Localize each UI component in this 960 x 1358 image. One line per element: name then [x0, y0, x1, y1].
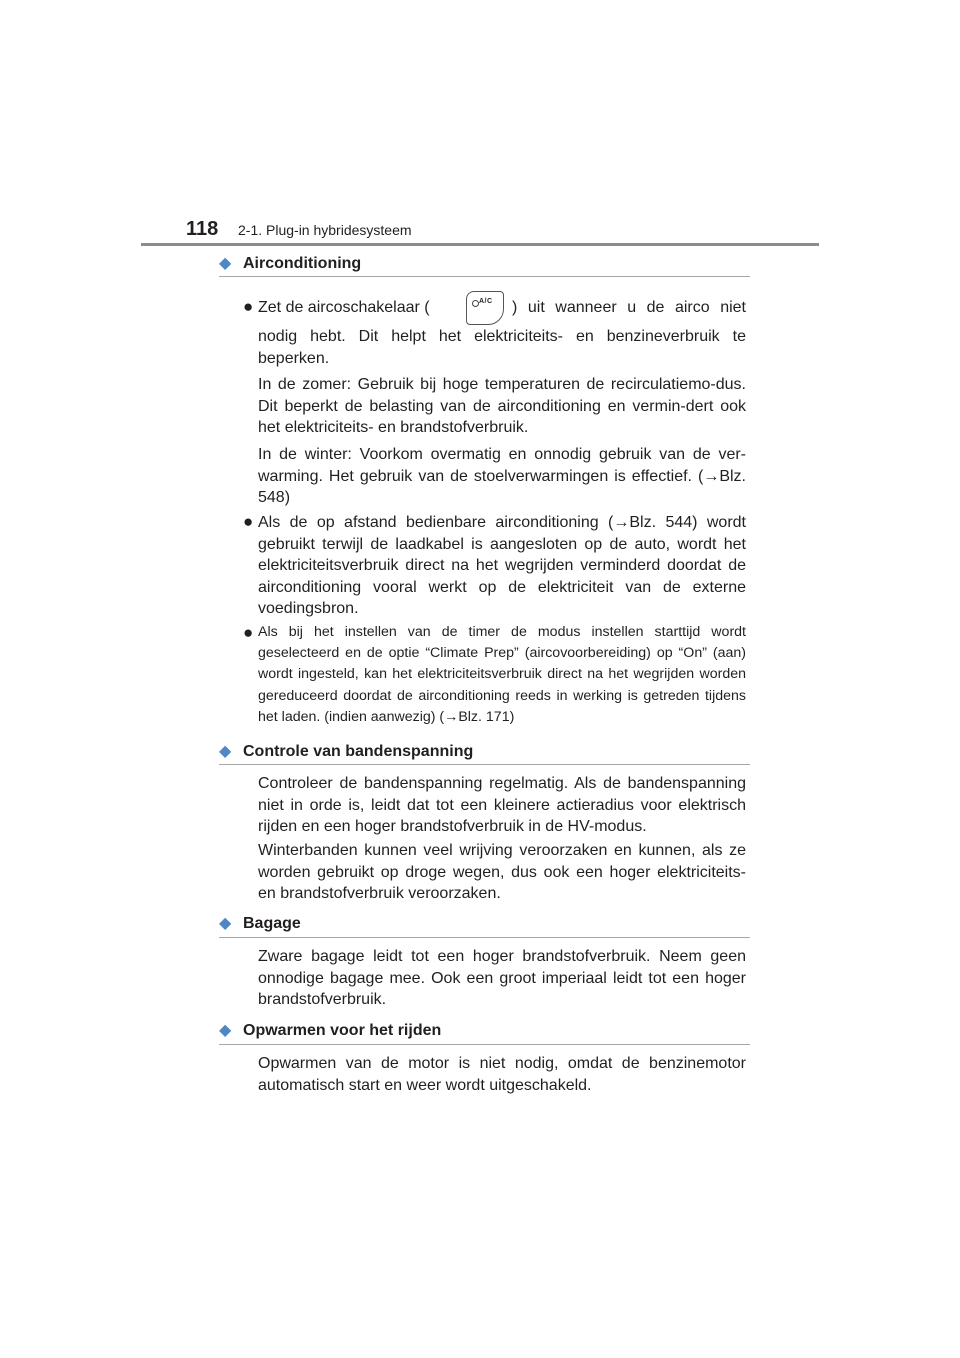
airco-bullet1-line1-end: ) uit wanneer u de airco niet [512, 299, 746, 316]
airco-bullet1-text: nodig hebt. Dit helpt het elektriciteits- en benzineverbruik te beperken. [258, 328, 746, 367]
bullet-icon: ● [243, 623, 254, 642]
chapter-title: 2-1. Plug-in hybridesysteem [238, 222, 412, 238]
page-number: 118 [186, 218, 219, 240]
airco-bullet2-text: Als de op afstand bedienbare airconditioning (→Blz. 544) wordt gebruikt terwijl de laadkabel is aangesloten op de auto, wordt het elektriciteitsverbruik direct na het wegrijden verminderd doordat de airconditioning vooral werkt op de elektriciteit van de externe voedingsbron. [258, 514, 746, 617]
section-divider [219, 1044, 750, 1045]
ac-switch-icon: A/C [466, 291, 504, 325]
bullet-icon: ● [243, 512, 254, 531]
bullet-icon: ● [243, 297, 254, 316]
airco-winter-text: In de winter: Voorkom overmatig en onnodig gebruik van de ver-warming. Het gebruik van de stoelverwarmingen is effectief. (→Blz. 548) [258, 446, 746, 506]
section-title-airconditioning: ◆ Airconditioning [219, 255, 362, 272]
airco-summer-text: In de zomer: Gebruik bij hoge temperaturen de recirculatiemo-dus. Dit beperkt de belasting van de airconditioning en vermin-dert ook het elektriciteits- en brandstofverbruik. [258, 376, 746, 436]
diamond-icon: ◆ [219, 743, 232, 760]
section-title-tyres: ◆ Controle van bandenspanning [219, 743, 474, 760]
header-divider [141, 243, 819, 246]
section-title-warmup: ◆ Opwarmen voor het rijden [219, 1022, 442, 1039]
indicator-dot-icon [472, 300, 479, 307]
tyres-para-1: Controleer de bandenspanning regelmatig. Als de bandenspanning niet in orde is, leidt dat tot een kleinere actieradius voor elektrisch rijden en een hoger brandstofverbruik in de HV-modus. [258, 775, 746, 835]
section-divider [219, 276, 750, 277]
airco-bullet1-line1-start: Zet de aircoschakelaar ( [258, 299, 430, 316]
airco-bullet3-text: Als bij het instellen van de timer de modus instellen starttijd wordt geselecteerd en de optie “Climate Prep” (aircovoorbereiding) op “On” (aan) wordt ingesteld, kan het elektriciteitsverbruik direct na het wegrijden worden gereduceerd doordat de airconditioning reeds in werking is getreden tijdens het laden. (indien aanwezig) (→Blz. 171) [258, 624, 746, 725]
diamond-icon: ◆ [219, 915, 232, 932]
diamond-icon: ◆ [219, 255, 232, 272]
warmup-para: Opwarmen van de motor is niet nodig, omdat de benzinemotor automatisch start en weer wordt uitgeschakeld. [258, 1055, 746, 1094]
tyres-para-2: Winterbanden kunnen veel wrijving veroorzaken en kunnen, als ze worden gebruikt op droge wegen, dus ook een hoger elektriciteits- en brandstofverbruik veroorzaken. [258, 842, 746, 902]
section-divider [219, 764, 750, 765]
section-title-luggage: ◆ Bagage [219, 915, 301, 932]
diamond-icon: ◆ [219, 1022, 232, 1039]
section-divider [219, 937, 750, 938]
luggage-para: Zware bagage leidt tot een hoger brandstofverbruik. Neem geen onnodige bagage mee. Ook een groot imperiaal leidt tot een hoger brandstofverbruik. [258, 948, 746, 1008]
